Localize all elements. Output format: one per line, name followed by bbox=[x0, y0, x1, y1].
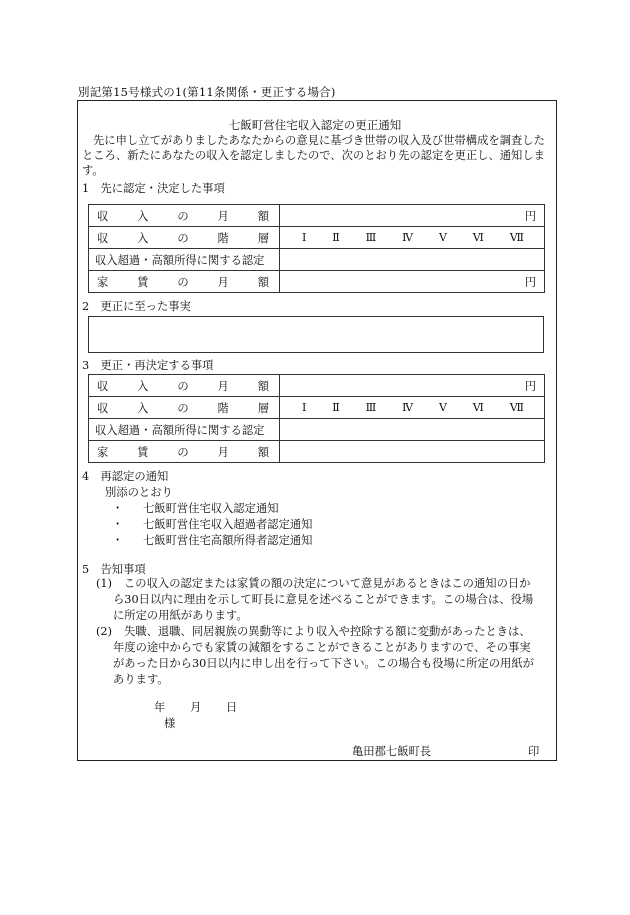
level-option: Ⅲ bbox=[365, 231, 377, 244]
table-row bbox=[89, 205, 545, 227]
level-option: Ⅵ bbox=[472, 401, 484, 414]
table-row bbox=[89, 375, 545, 397]
attachment-text: 別添のとおり bbox=[105, 486, 173, 499]
income-monthly-value: 円 bbox=[280, 205, 545, 227]
section-4-heading: 4 再認定の通知 bbox=[82, 470, 169, 483]
excess-value bbox=[280, 419, 545, 441]
row-label-rent: 家 賃 の 月 額 bbox=[89, 441, 280, 463]
level-option: Ⅱ bbox=[332, 401, 340, 414]
bullet-icon: ・ bbox=[112, 518, 124, 531]
notice-clause-2 bbox=[96, 624, 551, 688]
date-month: 月 bbox=[190, 701, 202, 714]
clause-line: があった日から30日以内に申し出を行って下さい。この場合も役場に所定の用紙が bbox=[113, 657, 534, 670]
page-title: 七飯町営住宅収入認定の更正通知 bbox=[228, 118, 402, 132]
table-row bbox=[89, 249, 545, 271]
rent-value bbox=[280, 441, 545, 463]
row-label-income-monthly: 収 入 の 月 額 bbox=[89, 205, 280, 227]
row-label-income-level: 収 入 の 階 層 bbox=[89, 397, 280, 419]
table-revised bbox=[88, 374, 545, 463]
clause-line: この収入の認定または家賃の額の決定について意見があるときはこの通知の日か bbox=[124, 577, 531, 590]
bullet-icon: ・ bbox=[112, 502, 124, 515]
date-day: 日 bbox=[226, 701, 238, 714]
table-row bbox=[89, 397, 545, 419]
level-option: Ⅴ bbox=[438, 231, 447, 244]
row-label-income-monthly: 収 入 の 月 額 bbox=[89, 375, 280, 397]
row-label-excess: 収入超過・高額所得に関する認定 bbox=[89, 249, 280, 271]
level-option: Ⅶ bbox=[509, 231, 524, 244]
clause-number: (1) bbox=[96, 577, 113, 590]
clause-number: (2) bbox=[96, 625, 113, 638]
intro-text: 先に申し立てがありましたあなたからの意見に基づき世帯の収入及び世帯構成を調査したところ、新たにあなたの収入を認定しましたので、次のとおり先の認定を更正し、通知します。 bbox=[82, 134, 545, 177]
form-number: 別記第15号様式の1(第11条関係・更正する場合) bbox=[78, 85, 336, 99]
clause-line: あります。 bbox=[113, 673, 169, 686]
level-option: Ⅱ bbox=[332, 231, 340, 244]
fact-box bbox=[88, 316, 544, 353]
notice-item: 七飯町営住宅収入超過者認定通知 bbox=[143, 518, 313, 531]
level-option: Ⅳ bbox=[402, 401, 414, 414]
section-1-heading: 1 先に認定・決定した事項 bbox=[82, 182, 225, 195]
rent-value: 円 bbox=[280, 271, 545, 293]
clause-line: 失職、退職、同居親族の異動等により収入や控除する額に変動があったときは、 bbox=[124, 625, 531, 638]
notice-clause-1 bbox=[96, 576, 551, 624]
row-label-excess: 収入超過・高額所得に関する認定 bbox=[89, 419, 280, 441]
section-3-heading: 3 更正・再決定する事項 bbox=[82, 359, 214, 372]
clause-line: に所定の用紙があります。 bbox=[113, 609, 248, 622]
level-option: Ⅳ bbox=[402, 231, 414, 244]
row-label-rent: 家 賃 の 月 額 bbox=[89, 271, 280, 293]
income-level-options bbox=[280, 227, 545, 249]
level-option: Ⅰ bbox=[302, 231, 307, 244]
section-5-heading: 5 告知事項 bbox=[82, 563, 146, 576]
income-monthly-value: 円 bbox=[280, 375, 545, 397]
excess-value bbox=[280, 249, 545, 271]
table-row bbox=[89, 419, 545, 441]
level-option: Ⅵ bbox=[472, 231, 484, 244]
addressee-sama: 様 bbox=[164, 717, 176, 730]
date-year: 年 bbox=[154, 701, 166, 714]
table-row bbox=[89, 227, 545, 249]
notice-item: 七飯町営住宅高額所得者認定通知 bbox=[143, 534, 313, 547]
table-previous bbox=[88, 204, 545, 293]
level-option: Ⅶ bbox=[509, 401, 524, 414]
income-level-options bbox=[280, 397, 545, 419]
section-2-heading: 2 更正に至った事実 bbox=[82, 300, 191, 313]
bullet-icon: ・ bbox=[112, 534, 124, 547]
table-row bbox=[89, 271, 545, 293]
table-row bbox=[89, 441, 545, 463]
clause-line: 年度の途中からでも家賃の減額をすることができることがありますので、その事実 bbox=[113, 641, 531, 654]
level-option: Ⅲ bbox=[365, 401, 377, 414]
seal-mark: 印 bbox=[528, 745, 540, 758]
row-label-income-level: 収 入 の 階 層 bbox=[89, 227, 280, 249]
issuer-name: 亀田郡七飯町長 bbox=[352, 745, 432, 758]
clause-line: ら30日以内に理由を示して町長に意見を述べることができます。この場合は、役場 bbox=[113, 593, 534, 606]
notice-item: 七飯町営住宅収入認定通知 bbox=[143, 502, 279, 515]
level-option: Ⅴ bbox=[438, 401, 447, 414]
level-option: Ⅰ bbox=[302, 401, 307, 414]
